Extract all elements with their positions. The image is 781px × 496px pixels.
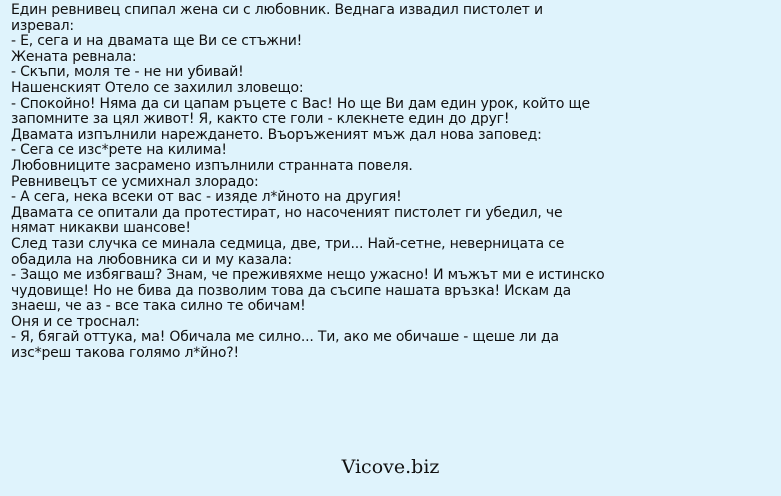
joke-line: След тази случка се минала седмица, две, три... Най-сетне, неверницата се [11,235,565,252]
joke-line: изс*реш такова голямо л*йно?! [11,345,239,362]
site-footer-watermark: Vicove.biz [341,456,440,478]
joke-line: знаеш, че аз - все така силно те обичам! [11,298,306,315]
joke-line: - Скъпи, моля те - не ни убивай! [11,64,244,81]
joke-line: обадила на любовника си и му казала: [11,251,292,268]
joke-line: запомните за цял живот! Я, както сте голи - клекнете един до друг! [11,111,510,128]
joke-line: - Спокойно! Няма да си цапам ръцете с Вас! Но ще Ви дам един урок, който ще [11,95,590,112]
joke-line: нямат никакви шансове! [11,220,191,237]
joke-line: Двамата се опитали да протестират, но насоченият пистолет ги убедил, че [11,204,563,221]
joke-line: чудовище! Но не бива да позволим това да съсипе нашата връзка! Искам да [11,282,571,299]
joke-line: Жената ревнала: [11,48,137,65]
joke-line: - Я, бягай оттука, ма! Обичала ме силно... Ти, ако ме обичаше - щеше ли да [11,329,559,346]
joke-line: Любовниците засрамено изпълнили странната повеля. [11,157,413,174]
joke-line: - Е, сега и на двамата ще Ви се стъжни! [11,33,303,50]
joke-line: Нашенският Отело се захилил зловещо: [11,79,304,96]
joke-line: Ревнивецът се усмихнал злорадо: [11,173,259,190]
joke-line: Оня и се троснал: [11,313,140,330]
joke-line: - Защо ме избягваш? Знам, че преживяхме нещо ужасно! И мъжът ми е истинско [11,267,605,284]
joke-line: изревал: [11,17,74,34]
joke-line: Един ревнивец спипал жена си с любовник. Веднага извадил пистолет и [11,2,543,18]
joke-line: - А сега, нека всеки от вас - изяде л*йното на другия! [11,189,402,206]
joke-line: - Сега се изс*рете на килима! [11,142,227,159]
joke-line: Двамата изпълнили нареждането. Въоръженият мъж дал нова заповед: [11,126,542,143]
joke-text [11,3,776,362]
